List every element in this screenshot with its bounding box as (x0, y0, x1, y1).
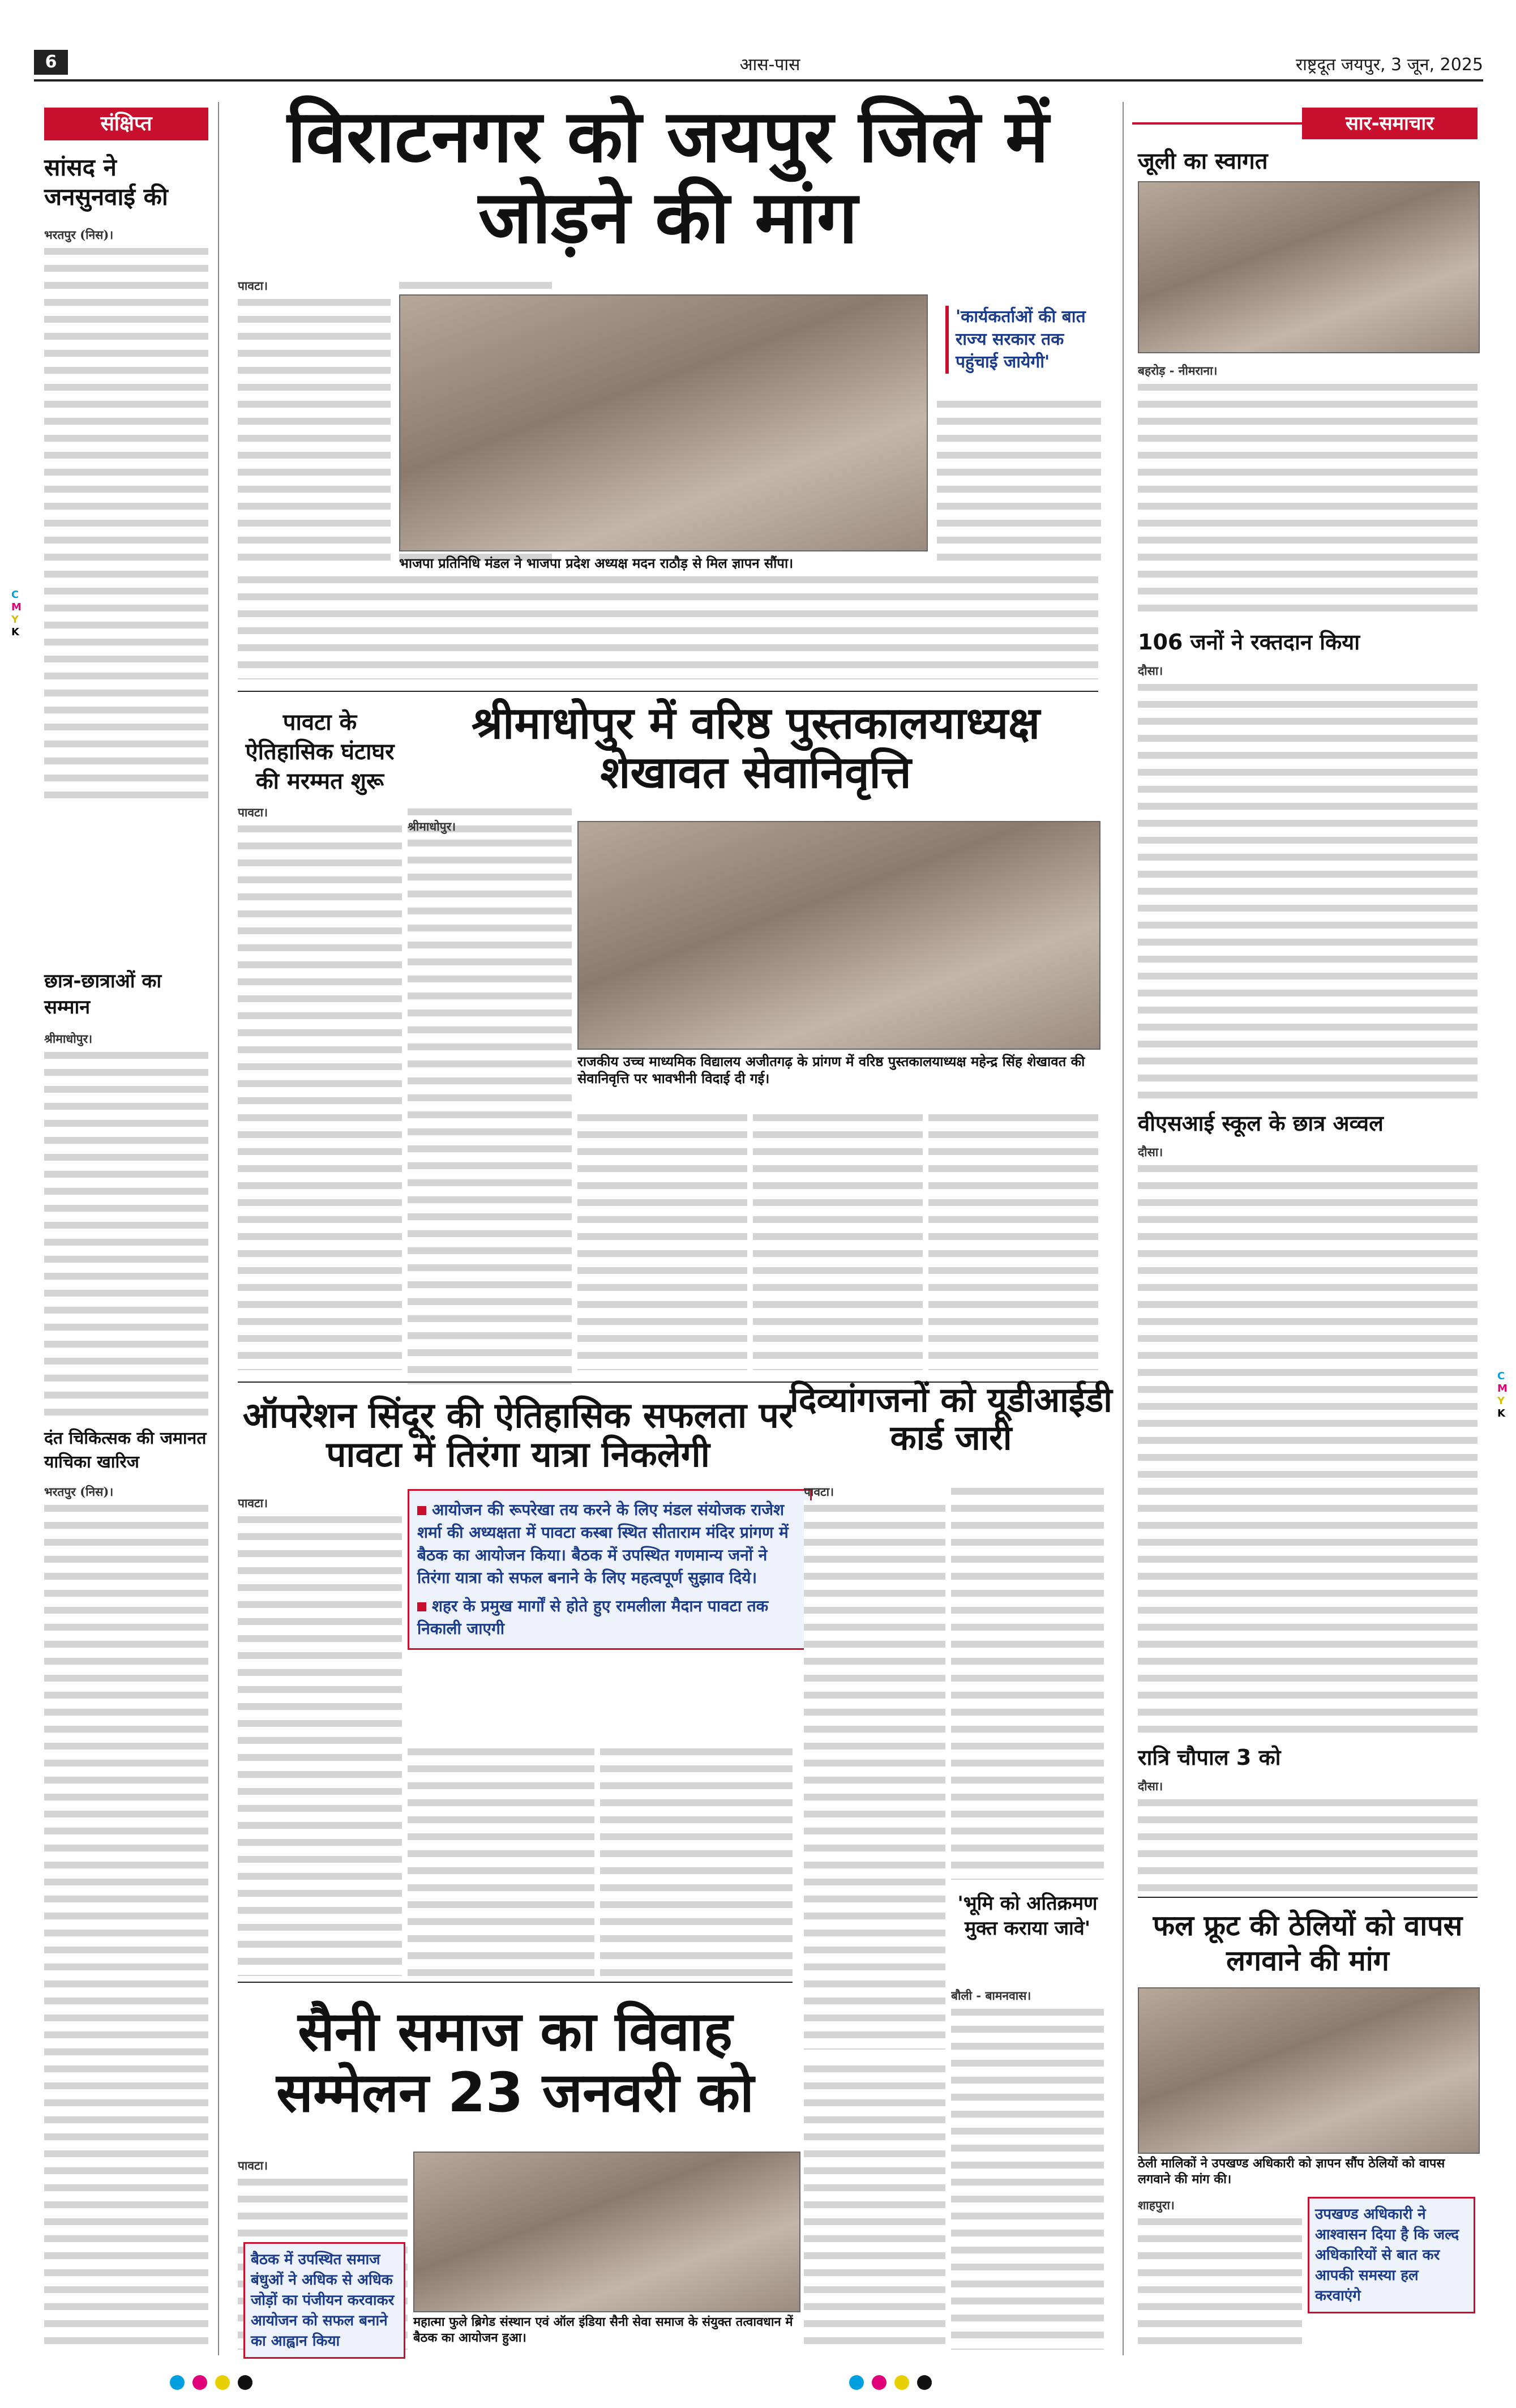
page-number: 6 (34, 50, 68, 75)
chaupal-headline: रात्रि चौपाल 3 को (1138, 1745, 1281, 1770)
reg-mark-m: M (11, 601, 22, 613)
dateline: दौसा। (1138, 1779, 1163, 1793)
retirement-body (408, 818, 572, 1384)
lead-photo (399, 294, 928, 551)
fruit-body (1138, 2197, 1302, 2350)
story-headline: छात्र-छात्राओं का सम्मान (44, 970, 162, 1019)
dateline: पावटा। (238, 805, 268, 819)
reg-mark-k: K (11, 626, 19, 638)
story-headline: दंत चिकित्सक की जमानत याचिका खारिज (44, 1428, 207, 1472)
lead-body (937, 396, 1101, 566)
lead-pull-quote: 'कार्यकर्ताओं की बात राज्य सरकार तक पहुंचाई जायेगी' (945, 306, 1106, 374)
saini-headline: सैनी समाज का विवाह सम्मेलन 23 जनवरी को (276, 2000, 754, 2124)
retirement-body (753, 1110, 923, 1370)
pavta-headline: पावटा के ऐतिहासिक घंटाघर की मरम्मत शुरू (245, 709, 395, 794)
fruit-box: उपखण्ड अधिकारी ने आश्वासन दिया है कि जल्द अधिकारियों से बात कर आपकी समस्या हल करवाएंगे (1308, 2197, 1475, 2313)
sindoor-body (408, 1744, 594, 1976)
lead-body (238, 277, 391, 561)
udid-body (804, 2061, 945, 2350)
dateline: पावटा। (804, 1485, 834, 1499)
print-color-dot (872, 2375, 887, 2390)
bullet-square (417, 1506, 426, 1515)
story-headline: सांसद ने जनसुनवाई की (44, 153, 168, 211)
retirement-photo-caption: राजकीय उच्च माध्यमिक विद्यालय अजीतगढ़ के प्रांगण में वरिष्ठ पुस्तकालयाध्यक्ष महेन्द्र सिंह शेखावत की सेवानिवृत्ति पर भावभीनी विदाई दी गई। (577, 1054, 1085, 1087)
story-body (44, 1483, 208, 2350)
dateline: बहरोड़ - नीमराना। (1138, 363, 1218, 378)
story-divider (238, 691, 1098, 692)
section-name: आस-पास (739, 55, 800, 75)
print-color-dot (192, 2375, 207, 2390)
story-divider (238, 1982, 793, 1983)
udid-body (951, 1483, 1104, 1880)
encroachment-body (951, 1987, 1104, 2350)
julie-photo (1138, 181, 1480, 353)
saini-photo (413, 2152, 800, 2312)
print-color-dot (170, 2375, 185, 2390)
story-divider (1138, 1897, 1478, 1898)
section-title-sankshipt: संक्षिप्त (44, 108, 208, 140)
dateline: पावटा। (238, 2158, 268, 2172)
sindoor-bullet2: शहर के प्रमुख मार्गों से होते हुए रामलीला मैदान पावटा तक निकाली जाएगी (417, 1597, 769, 1638)
print-color-dot (849, 2375, 864, 2390)
header-rule (34, 79, 1483, 82)
reg-mark-y: Y (11, 614, 19, 626)
sindoor-bullet1: आयोजन की रूपरेखा तय करने के लिए मंडल संयोजक राजेश शर्मा की अध्यक्षता में पावटा कस्बा स्थित सीताराम मंदिर प्रांगण में बैठक का आयोजन किया। बैठक में उपस्थित गणमान्य जनों ने तिरंगा यात्रा को सफल बनाने के लिए महत्वपूर्ण सुझाव दिये। (417, 1500, 789, 1587)
dateline: बौली - बामनवास। (951, 1988, 1031, 2003)
page-header (34, 50, 1483, 75)
sindoor-headline: ऑपरेशन सिंदूर की ऐतिहासिक सफलता पर पावटा में तिरंगा यात्रा निकलेगी (242, 1395, 794, 1475)
sindoor-body (238, 1495, 402, 1976)
print-color-dot (238, 2375, 252, 2390)
section-title-saar-samachar: सार-समाचार (1302, 108, 1478, 139)
print-color-dot (917, 2375, 932, 2390)
blood-donation-headline: 106 जनों ने रक्तदान किया (1138, 630, 1360, 655)
dateline: पावटा। (238, 279, 268, 293)
udid-headline: दिव्यांगजनों को यूडीआईडी कार्ड जारी (790, 1380, 1112, 1459)
lead-photo-caption: भाजपा प्रतिनिधि मंडल ने भाजपा प्रदेश अध्यक्ष मदन राठौड़ से मिल ज्ञापन सौंपा। (399, 555, 794, 571)
saini-pull-quote: बैठक में उपस्थित समाज बंधुओं ने अधिक से अधिक जोड़ों का पंजीयन करवाकर आयोजन को सफल बनाने का आह्वान किया (243, 2242, 405, 2359)
julie-body (1138, 362, 1478, 617)
dateline: पावटा। (238, 1496, 268, 1510)
dateline: भरतपुर (निस)। (44, 1485, 114, 1499)
vsi-school-headline: वीएसआई स्कूल के छात्र अव्वल (1138, 1111, 1384, 1136)
print-color-dot (215, 2375, 230, 2390)
chaupal-body (1138, 1778, 1478, 1891)
reg-mark-c: C (11, 589, 19, 601)
retirement-body (928, 1110, 1098, 1370)
section-rule (1132, 122, 1302, 125)
print-color-dot (894, 2375, 909, 2390)
dateline: श्रीमाधोपुर। (44, 1032, 93, 1046)
dateline: शाहपुरा। (1138, 2198, 1175, 2212)
fruit-headline: फल फ्रूट की ठेलियों को वापस लगवाने की मांग (1153, 1909, 1463, 1977)
vsi-school-body (1138, 1144, 1478, 1738)
fruit-photo-caption: ठेली मालिकों ने उपखण्ड अधिकारी को ज्ञापन सौंप ठेलियों को वापस लगवाने की मांग की। (1138, 2157, 1445, 2187)
story-body (44, 226, 208, 804)
dateline: दौसा। (1138, 1145, 1163, 1159)
column-divider (218, 102, 219, 2355)
bullet-square (417, 1602, 426, 1611)
blood-donation-body (1138, 662, 1478, 1104)
reg-mark-c: C (1497, 1370, 1505, 1382)
publication-date: राष्ट्रदूत जयपुर, 3 जून, 2025 (1295, 55, 1483, 75)
pavta-body (238, 804, 402, 1370)
retirement-body (577, 1110, 747, 1370)
sindoor-body (600, 1744, 793, 1976)
story-body (44, 1030, 208, 1415)
reg-mark-k: K (1497, 1408, 1505, 1419)
dateline: श्रीमाधोपुर। (408, 819, 456, 833)
retirement-headline: श्रीमाधोपुर में वरिष्ठ पुस्तकालयाध्यक्ष शेखावत सेवानिवृत्ति (471, 698, 1040, 799)
saini-photo-caption: महात्मा फुले ब्रिगेड संस्थान एवं ऑल इंडिया सैनी सेवा समाज के संयुक्त तत्वावधान में बैठक का आयोजन हुआ। (413, 2315, 793, 2345)
reg-mark-y: Y (1497, 1395, 1505, 1407)
julie-headline: जूली का स्वागत (1138, 148, 1268, 174)
udid-body (804, 1483, 945, 2050)
lead-headline: विराटनगर को जयपुर जिले में जोड़ने की मांग (287, 95, 1049, 260)
column-divider (1123, 102, 1124, 2355)
reg-mark-m: M (1497, 1383, 1508, 1395)
lead-body (238, 572, 1098, 679)
sindoor-bullet-box (408, 1489, 812, 1650)
retirement-photo (577, 821, 1100, 1050)
dateline: दौसा। (1138, 664, 1163, 678)
encroachment-headline: 'भूमि को अतिक्रमण मुक्त कराया जावे' (957, 1892, 1098, 1940)
dateline: भरतपुर (निस)। (44, 228, 114, 242)
fruit-photo (1138, 1987, 1480, 2154)
